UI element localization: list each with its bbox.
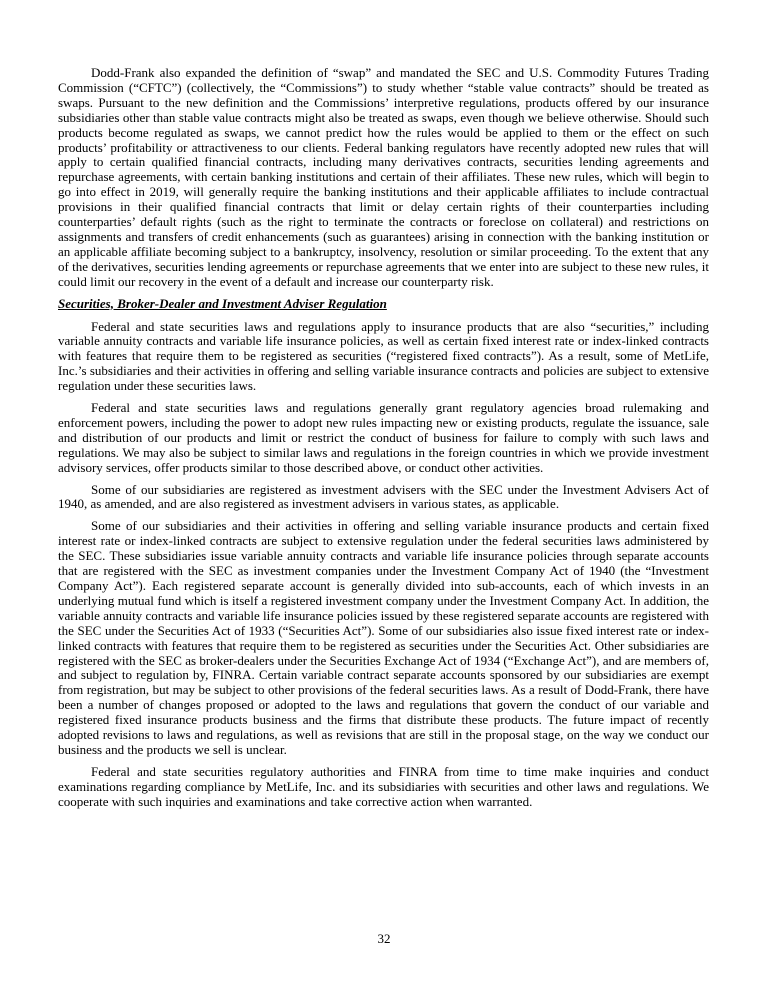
paragraph-regulatory-rulemaking-powers: Federal and state securities laws and regulations generally grant regulatory agencies broad rulemaking and enforcement powers, including the power to adopt new rules impacting new or existing products, regulate the issuance, sale and distribution of our products and limit or restrict the conduct of business for failure to comply with such laws and regulations. We may also be subject to similar laws and regulations in the foreign countries in which we provide investment advisory services, offer products similar to those described above, or conduct other activities. xyxy=(58,400,709,475)
page-number: 32 xyxy=(377,931,391,946)
paragraph-separate-accounts-registration: Some of our subsidiaries and their activities in offering and selling variable insurance products and certain fixed interest rate or index-linked contracts are subject to extensive regulation under the federal securities laws administered by the SEC. These subsidiaries issue variable annuity contracts and variable life insurance policies through separate accounts that are registered with the SEC as investment companies under the Investment Company Act of 1940 (the “Investment Company Act”). Each registered separate account is generally divided into sub-accounts, each of which invests in an underlying mutual fund which is itself a registered investment company under the Investment Company Act. In addition, the variable annuity contracts and variable life insurance policies issued by these registered separate accounts are registered with the SEC under the Securities Act of 1933 (“Securities Act”). Some of our subsidiaries also issue fixed interest rate or index-linked contracts with features that require them to be registered as securities under the Securities Act. Other subsidiaries are registered with the SEC as broker-dealers under the Securities Exchange Act of 1934 (“Exchange Act”), and are members of, and subject to regulation by, FINRA. Certain variable contract separate accounts sponsored by our subsidiaries are exempt from registration, but may be subject to other provisions of the federal securities laws. As a result of Dodd-Frank, there have been a number of changes proposed or adopted to the laws and regulations that govern the conduct of our variable and registered fixed insurance products business and the firms that distribute these products. The future impact of recently adopted revisions to laws and regulations, as well as revisions that are still in the proposal stage, on the way we conduct our business and the products we sell is unclear. xyxy=(58,518,709,757)
section-heading-securities-broker-dealer-regulation: Securities, Broker-Dealer and Investment Adviser Regulation xyxy=(58,295,387,311)
paragraph-securities-laws-apply-insurance: Federal and state securities laws and regulations apply to insurance products that are also “securities,” including variable annuity contracts and variable life insurance policies, as well as certain fixed interest rate or index-linked contracts with features that require them to be registered as securities (“registered fixed contracts”). As a result, some of MetLife, Inc.’s subsidiaries and their activities in offering and selling variable insurance contracts and policies are subject to extensive regulation under these securities laws. xyxy=(58,318,709,394)
paragraph-registered-investment-advisers: Some of our subsidiaries are registered as investment advisers with the SEC under the Investment Advisers Act of 1940, as amended, and are also registered as investment advisers in various states, as applicable. xyxy=(58,481,709,512)
paragraph-dodd-frank-swap-definition: Dodd-Frank also expanded the definition of “swap” and mandated the SEC and U.S. Commodity Futures Trading Commission (“CFTC”) (collectively, the “Commissions”) to study whether “stable value contracts” should be treated as swaps. Pursuant to the new definition and the Commissions’ interpretive regulations, products offered by our insurance subsidiaries other than stable value contracts might also be treated as swaps, even though we believe otherwise. Should such products become regulated as swaps, we cannot predict how the rules would be applied to them or the effect on such products’ profitability or attractiveness to our clients. Federal banking regulators have recently adopted new rules that will apply to certain qualified financial contracts, including many derivatives contracts, securities lending agreements and repurchase agreements, with certain banking institutions and certain of their affiliates. These new rules, which will begin to go into effect in 2019, will generally require the banking institutions and their applicable affiliates to include contractual provisions in their qualified financial contracts that limit or delay certain rights of their counterparties including counterparties’ default rights (such as the right to terminate the contracts or foreclose on collateral) and restrictions on assignments and transfers of credit enhancements (such as guarantees) arising in connection with the banking institution or an applicable affiliate becoming subject to a bankruptcy, insolvency, resolution or similar proceeding. To the extent that any of the derivatives, securities lending agreements or repurchase agreements that we enter into are subject to these new rules, it could limit our recovery in the event of a default and increase our counterparty risk. xyxy=(58,65,709,289)
paragraph-finra-inquiries-examinations: Federal and state securities regulatory authorities and FINRA from time to time make inquiries and conduct examinations regarding compliance by MetLife, Inc. and its subsidiaries with securities and other laws and regulations. We cooperate with such inquiries and examinations and take corrective action when warranted. xyxy=(58,763,709,809)
